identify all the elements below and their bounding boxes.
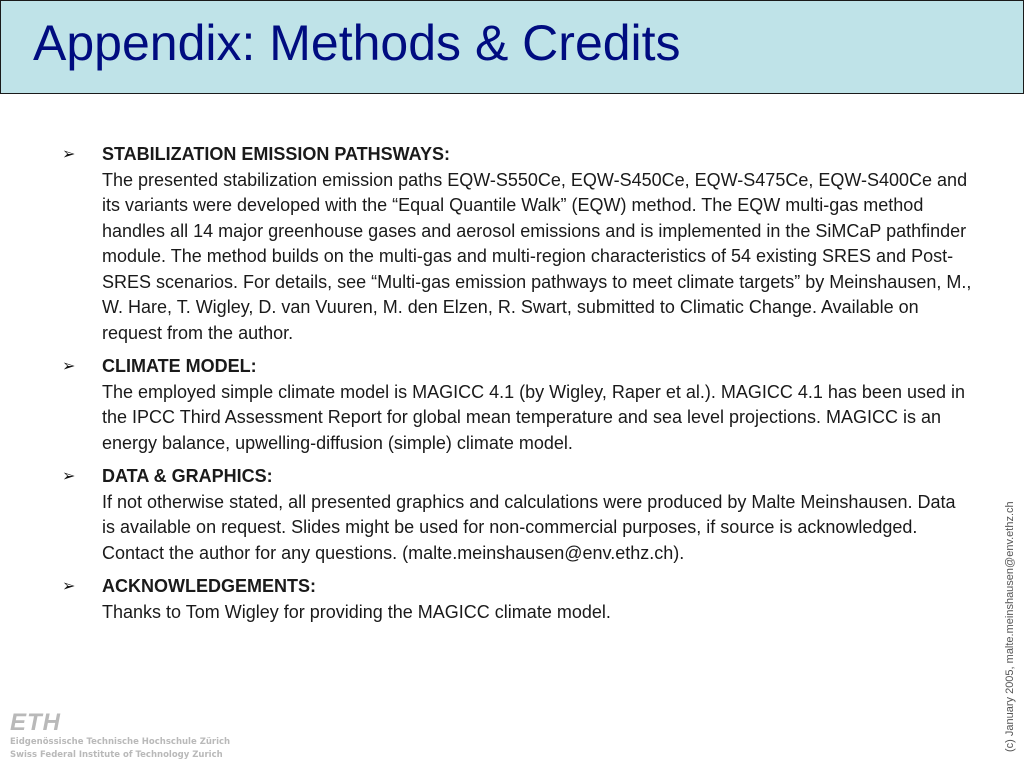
list-item-data-graphics <box>58 464 973 566</box>
item-text: Thanks to Tom Wigley for providing the MAGICC climate model. <box>102 601 611 622</box>
arrow-bullet-icon: ➢ <box>62 146 76 163</box>
title-bar <box>0 0 1024 94</box>
slide-title: Appendix: Methods & Credits <box>33 15 681 71</box>
item-heading: CLIMATE MODEL: <box>102 356 257 376</box>
list-item-acknowledgements <box>58 574 973 625</box>
side-credit: (c) January 2005, malte.meinshausen@env.ethz.ch <box>1004 501 1016 752</box>
arrow-bullet-icon: ➢ <box>62 358 76 375</box>
list-item-climate-model <box>58 354 973 456</box>
eth-logo-line-german: Eidgenössische Technische Hochschule Zürich <box>10 737 231 747</box>
item-heading: ACKNOWLEDGEMENTS: <box>102 576 316 596</box>
item-heading: STABILIZATION EMISSION PATHSWAYS: <box>102 144 451 164</box>
item-text: The presented stabilization emission paths EQW-S550Ce, EQW-S450Ce, EQW-S475Ce, EQW-S400Ce and its variants were developed with the “Equal Quantile Walk” (EQW) method. The EQW multi-gas method handles all 14 major greenhouse gases and aerosol emissions and is implemented in the SiMCaP pathfinder module. The method builds on the multi-gas and multi-region characteristics of 54 existing SRES and Post-SRES scenarios. For details, see “Multi-gas emission pathways to meet climate targets” by Meinshausen, M., W. Hare, T. Wigley, D. van Vuuren, M. den Elzen, R. Swart, submitted to Climatic Change. Available on request from the author. <box>102 169 972 343</box>
arrow-bullet-icon: ➢ <box>62 578 76 595</box>
bullet-list <box>58 142 973 633</box>
eth-logo-mark: ETH <box>10 709 61 736</box>
eth-logo-line-english: Swiss Federal Institute of Technology Zurich <box>10 750 223 760</box>
arrow-bullet-icon: ➢ <box>62 468 76 485</box>
list-item-stabilization-pathways <box>58 142 973 346</box>
item-heading: DATA & GRAPHICS: <box>102 466 273 486</box>
item-text: If not otherwise stated, all presented graphics and calculations were produced by Malte Meinshausen. Data is available on request. Slides might be used for non-commercial purposes, if source is acknowledged. Contact the author for any questions. (malte.meinshausen@env.ethz.ch). <box>102 491 956 563</box>
eth-logo <box>10 710 230 762</box>
item-text: The employed simple climate model is MAGICC 4.1 (by Wigley, Raper et al.). MAGICC 4.1 has been used in the IPCC Third Assessment Report for global mean temperature and sea level projections. MAGICC is an energy balance, upwelling-diffusion (simple) climate model. <box>102 381 966 453</box>
